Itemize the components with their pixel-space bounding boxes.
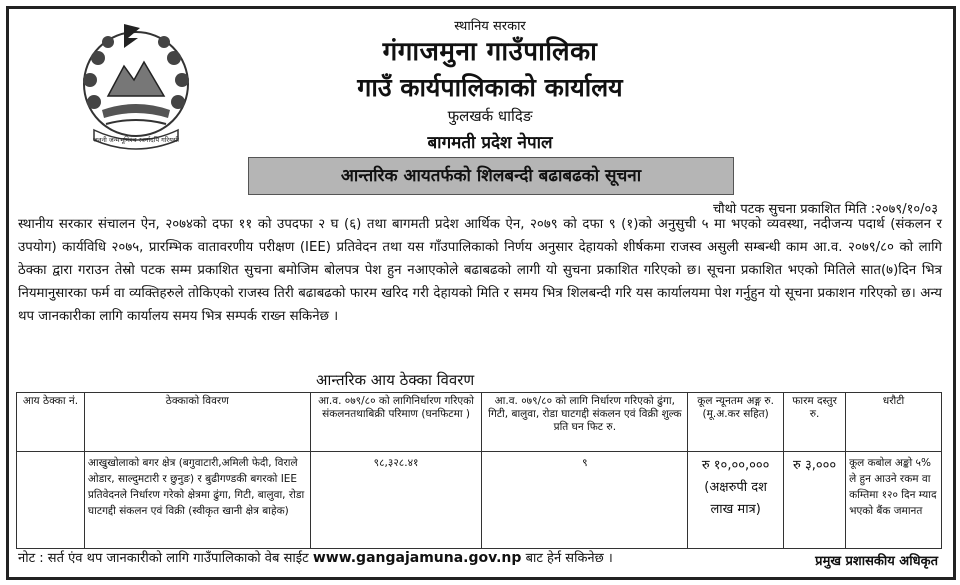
- contract-table: [16, 392, 942, 549]
- min-amount-value: रु १०,००,०००: [701, 458, 770, 473]
- min-amount-words: (अक्षरुपी दश लाख मात्र): [704, 480, 767, 517]
- office-name: गाउँ कार्यपालिकाको कार्यालय: [357, 73, 623, 102]
- cell-min-amount: [688, 452, 784, 549]
- website-link[interactable]: www.gangajamuna.gov.np: [312, 550, 522, 566]
- footer-note-prefix: नोट : सर्त एंव थप जानकारीको लागि गाउँपालिकाको वेब साईट: [18, 551, 309, 566]
- municipality-name: गंगाजमुना गाउँपालिका: [382, 37, 598, 67]
- header-contract-no: आय ठेक्का नं.: [17, 393, 85, 452]
- local-government-label: स्थानिय सरकार: [454, 19, 526, 34]
- nepal-emblem-icon: [72, 18, 200, 154]
- table-header-row: [17, 393, 942, 452]
- office-location: फुलखर्क धादिङ: [447, 107, 533, 125]
- province-name: बागमती प्रदेश नेपाल: [427, 133, 553, 153]
- header-quantity: आ.व. ०७९/८० को लागिनिर्धारण गरिएको संकलनतथाबिक्री परिमाण (घनफिटमा ): [310, 393, 482, 452]
- header-description: ठेक्काको विवरण: [84, 393, 310, 452]
- cell-deposit: कूल कबोल अङ्को ५% ले हुन आउने रकम वा कम्तिमा १२० दिन म्याद भएको बैंक जमानत: [846, 452, 942, 549]
- published-date: चौथो पटक सुचना प्रकाशित मिति :२०७९/१०/०३: [712, 202, 938, 217]
- signature-title: प्रमुख प्रशासकीय अधिकृत: [815, 554, 938, 569]
- header-form-fee: फारम दस्तुर रु.: [784, 393, 846, 452]
- header-min-amount: कूल न्यूनतम अङ्ग रु. (मू.अ.कर सहित): [688, 393, 784, 452]
- footer-note-suffix: बाट हेर्न सकिनेछ ।: [525, 551, 613, 566]
- cell-rate: ९: [482, 452, 688, 549]
- notice-body: स्थानीय सरकार संचालन ऐन, २०७४को दफा ११ को उपदफा २ घ (६) तथा बागमती प्रदेश आर्थिक ऐन, २०७९ को दफा ९ (१)को अनुसुची ५ मा भएको व्यवस्था, नदीजन्य पदार्थ (संकलन र उपयोग) कार्यविधि २०७५, प्रारम्भिक वातावरणीय परीक्षण (IEE) प्रतिवेदन तथा यस गाँउपालिकाको निर्णय अनुसार देहायको शीर्षकमा राजस्व असुली सम्बन्धी काम आ.व. २०७९/८० को लागि ठेक्का द्वारा गराउन तेस्रो पटक सम्म प्रकाशित सुचना बमोजिम बोलपत्र पेश हुन नआएकोले बढाबढको लागी यो सुचना प्रकाशित गरिएको छ। सूचना प्रकाशित भएको मितिले सात(७)दिन भित्र नियमानुसारका फर्म वा व्यक्तिहरुले तोकिएको राजस्व तिरी बढाबढको फारम खरिद गरी देहायको मिति र समय भित्र शिलबन्दी गरि यस कार्यालयमा पेश गर्नुहुन यो सूचना प्रकाशन गरिएको छ। अन्य थप जानकारीका लागि कार्यालय समय भित्र सम्पर्क राख्न सकिनेछ ।: [18, 217, 942, 324]
- cell-quantity: ९८,३२८.४१: [310, 452, 482, 549]
- table-title: आन्तरिक आय ठेक्का विवरण: [316, 371, 475, 389]
- header-rate: आ.व. ०७९/८० को लागि निर्धारण गरिएको ढुंगा, गिटी, बालुवा, रोडा घाटगद्दी संकलन एवं विक्री शुल्क प्रति घन फिट रु.: [482, 393, 688, 452]
- cell-description: आखुखोलाको बगर क्षेत्र (बगुवाटारी,अमिली फेदी, विराले ओडार, साल्दुमटारी र छुनुङ) र बुढीगण्डकी बगरको IEE प्रतिवेदनले निर्धारण गरेको क्षेत्रमा ढुंगा, गिटी, बालुवा, रोडा घाटगद्दी संकलन एवं विक्री (स्वीकृत खानी क्षेत्र बाहेक): [84, 452, 310, 549]
- cell-form-fee: रु ३,०००: [784, 452, 846, 549]
- svg-text:जननी जन्मभूमिश्च स्वर्गादपि गर: जननी जन्मभूमिश्च स्वर्गादपि गरियसी: [93, 136, 179, 144]
- footer-note: [18, 548, 613, 566]
- cell-contract-no: [17, 452, 85, 549]
- notice-title: आन्तरिक आयतर्फको शिलबन्दी बढाबढको सूचना: [248, 157, 734, 195]
- table-row: [17, 452, 942, 549]
- header-deposit: धरौटी: [846, 393, 942, 452]
